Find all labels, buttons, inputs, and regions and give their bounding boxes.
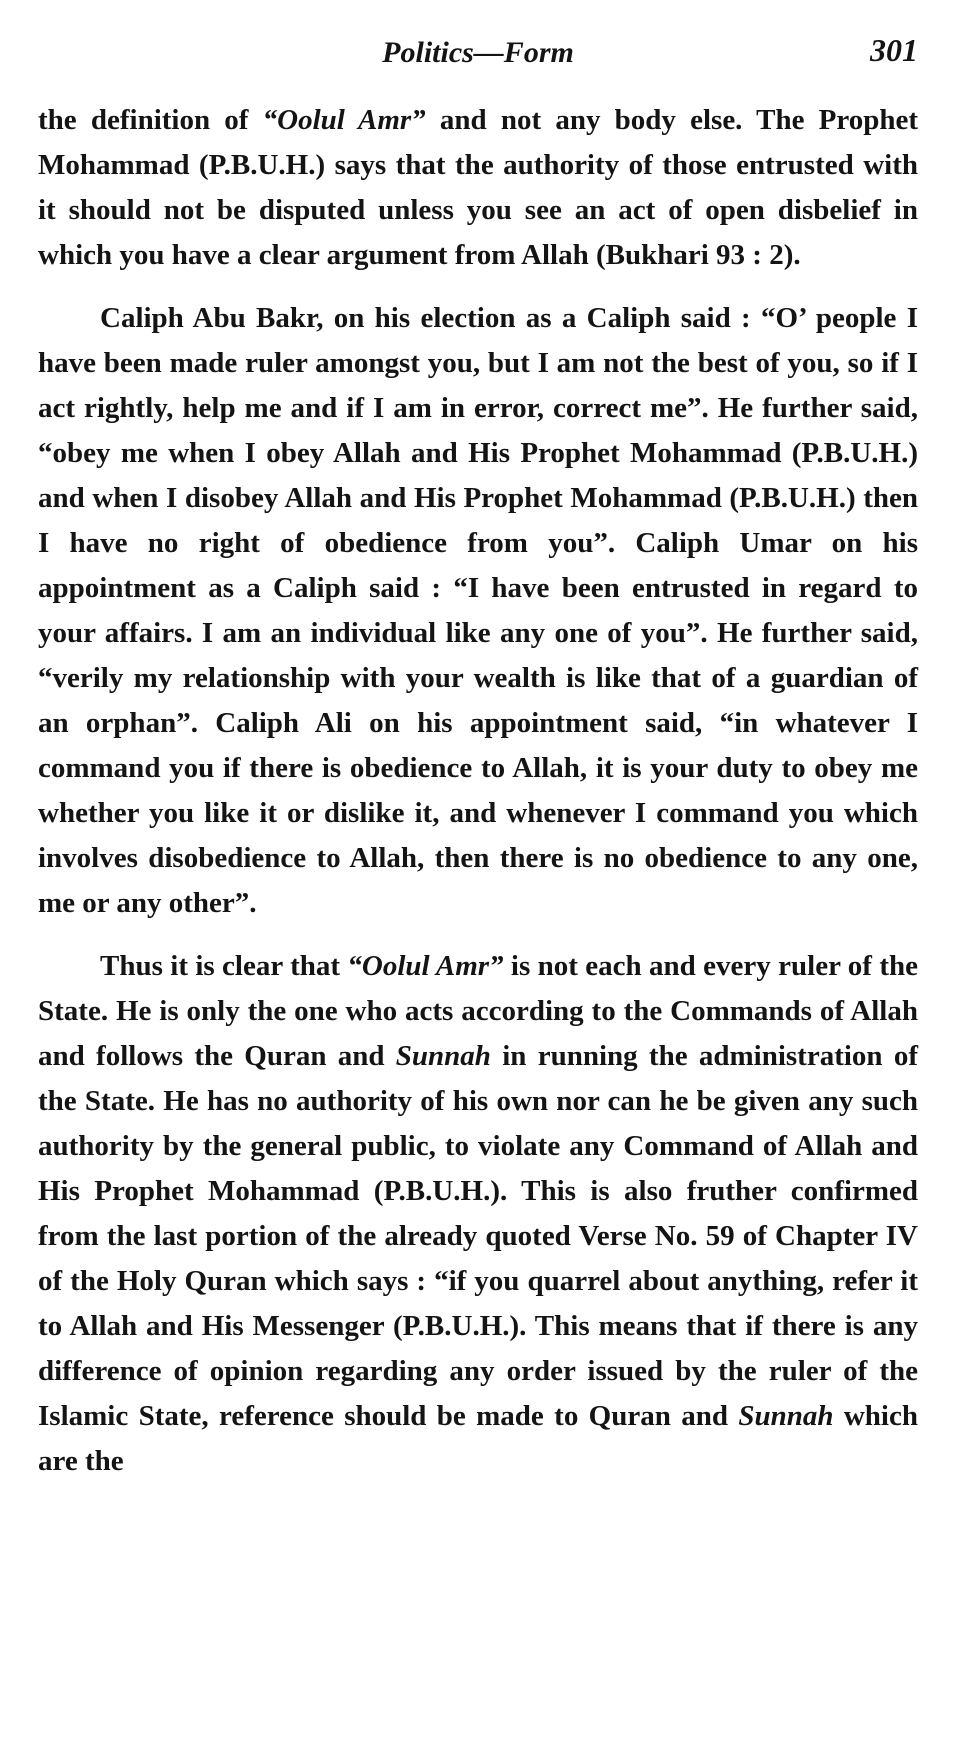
page-number: 301 [870,32,918,68]
text-run: Thus it is clear that [100,950,348,982]
text-run: is not each and every ruler of the State. He is only the one who acts according to the Commands of Allah and follows the Quran and [38,950,918,1072]
body-text [38,98,918,1484]
text-run: and not any body else. The Prophet Mohammad (P.B.U.H.) says that the authority of those entrusted with it should not be disputed unless you see an act of open disbelief in which you have a clear argument from Allah (Bukhari 93 : 2). [38,104,919,271]
italic-term: “Oolul Amr” [347,950,504,982]
paragraph-3 [38,944,918,1484]
text-run: which are the [38,1400,918,1477]
italic-term: Sunnah [395,1040,491,1072]
italic-term: Sunnah [738,1400,834,1432]
text-run: in running the administration of the State. He has no authority of his own nor can he be given any such authority by the general public, to violate any Command of Allah and His Prophet Mohammad (P.B.U.H.). This is also fruther confirmed from the last portion of the already quoted Verse No. 59 of Chapter IV of the Holy Quran which says : “if you quarrel about anything, refer it to Allah and His Messenger (P.B.U.H.). This means that if there is any difference of opinion regarding any order issued by the ruler of the Islamic State, reference should be made to Quran and [38,1040,918,1432]
italic-term: “Oolul Amr” [262,104,426,136]
running-head: Politics—Form [382,36,574,69]
paragraph-2 [38,296,918,926]
text-run: Caliph Abu Bakr, on his election as a Caliph said : “O’ people I have been made ruler amongst you, but I am not the best of you, so if I act rightly, help me and if I am in error, correct me”. He further said, “obey me when I obey Allah and His Prophet Mohammad (P.B.U.H.) and when I disobey Allah and His Prophet Mohammad (P.B.U.H.) then I have no right of obedience from you”. Caliph Umar on his appointment as a Caliph said : “I have been entrusted in regard to your affairs. I am an individual like any one of you”. He further said, “verily my relationship with your wealth is like that of a guardian of an orphan”. Caliph Ali on his appointment said, “in whatever I command you if there is obedience to Allah, it is your duty to obey me whether you like it or dislike it, and whenever I command you which involves disobedience to Allah, then there is no obedience to any one, me or any other”. [38,302,918,919]
text-run: the definition of [38,104,263,136]
page-header [38,28,918,78]
paragraph-1 [38,98,918,278]
